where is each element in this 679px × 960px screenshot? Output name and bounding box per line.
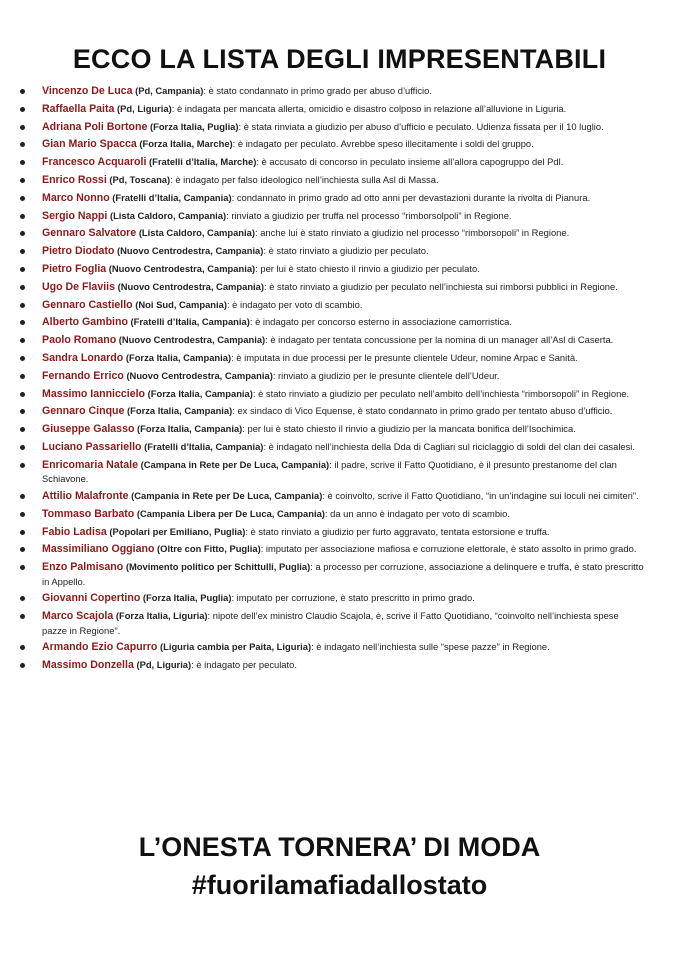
- person-name: Gian Mario Spacca: [42, 138, 137, 151]
- list-item: [20, 658, 645, 672]
- charge-description: : anche lui è stato rinviato a giudizio nel processo “rimborsopoli” in Regione.: [254, 227, 570, 239]
- person-name: Fabio Ladisa: [42, 525, 107, 538]
- person-name: Enricomaria Natale: [42, 458, 138, 471]
- party-region: (Pd, Toscana): [109, 173, 171, 185]
- party-region: (Campana in Rete per De Luca, Campania): [140, 458, 330, 470]
- party-region: (Nuovo Centrodestra, Campania): [117, 280, 264, 292]
- person-name: Pietro Diodato: [42, 245, 115, 258]
- person-name: Marco Scajola: [42, 610, 114, 623]
- list-item: [20, 84, 645, 98]
- person-name: Attilio Malafronte: [42, 489, 129, 502]
- party-region: (Nuovo Centrodestra, Campania): [108, 262, 256, 274]
- party-region: (Fratelli d’Italia, Marche): [149, 156, 257, 168]
- charge-description: : è indagato nell’inchiesta della Dda di Cagliari sul riciclaggio di soldi del clan dei casalesi.: [263, 440, 635, 452]
- footer-slogan: L’ONESTA TORNERA’ DI MODA: [138, 832, 541, 862]
- list-item: [20, 226, 645, 240]
- list-item: [20, 333, 645, 347]
- list-item: [20, 137, 645, 151]
- party-region: (Noi Sud, Campania): [135, 298, 227, 310]
- person-name: Sandra Lonardo: [42, 351, 124, 364]
- charge-description: : è indagato nell’inchiesta sulle “spese pazze” in Regione.: [311, 641, 550, 653]
- person-name: Paolo Romano: [42, 334, 117, 347]
- person-name: Giovanni Copertino: [42, 592, 141, 605]
- charge-description: : è accusato di concorso in peculato insieme all’allora capogruppo del Pdl.: [256, 156, 564, 168]
- list-item: [20, 404, 645, 418]
- person-name: Enrico Rossi: [42, 173, 107, 186]
- party-region: (Nuovo Centrodestra, Campania): [118, 334, 266, 346]
- person-name: Marco Nonno: [42, 191, 110, 204]
- person-name: Gennaro Salvatore: [42, 227, 137, 240]
- charge-description: : rinviato a giudizio per truffa nel processo “rimborsolpoli” in Regione.: [226, 209, 512, 221]
- charge-description: : è coinvolto, scrive il Fatto Quotidiano, “in un’indagine sui loculi nei cimiteri”.: [322, 489, 639, 501]
- person-name: Gennaro Castiello: [42, 298, 133, 311]
- charge-description: : per lui è stato chiesto il rinvio a giudizio per peculato.: [255, 262, 480, 274]
- party-region: (Nuovo Centrodestra, Campania): [117, 245, 264, 257]
- impresentabili-list: [20, 84, 645, 676]
- party-region: (Liguria cambia per Paita, Liguria): [159, 641, 312, 653]
- person-name: Raffaella Paita: [42, 102, 115, 115]
- charge-description: : è indagata per mancata allerta, omicidio e disastro colposo in relazione all’alluvione in Liguria.: [171, 102, 567, 114]
- list-item: [20, 262, 645, 276]
- charge-description: : è stato rinviato a giudizio per peculato nell’inchiesta sui rimborsi pubblici in Regione.: [263, 280, 618, 292]
- party-region: (Forza Italia, Campania): [125, 351, 232, 363]
- person-name: Pietro Foglia: [42, 262, 107, 275]
- party-region: (Forza Italia, Liguria): [115, 610, 208, 622]
- page-title: ECCO LA LISTA DEGLI IMPRESENTABILI: [72, 44, 607, 74]
- person-name: Luciano Passariello: [42, 440, 142, 453]
- charge-description: : per lui è stato chiesto il rinvio a giudizio per la mancata bonifica dell’Isochimica.: [242, 423, 576, 435]
- list-item: [20, 640, 645, 654]
- list-item: [20, 560, 645, 588]
- list-item: [20, 458, 645, 486]
- list-item: [20, 489, 645, 503]
- party-region: (Forza Italia, Puglia): [149, 120, 239, 132]
- party-region: (Pd, Campania): [135, 85, 204, 96]
- charge-description: : è stato condannato in primo grado per abuso d’ufficio.: [203, 85, 432, 96]
- list-item: [20, 387, 645, 401]
- charge-description: : ex sindaco di Vico Equense, è stato condannato in primo grado per tentato abuso d’ufficio.: [232, 405, 613, 417]
- list-item: [20, 191, 645, 205]
- charge-description: : nipote dell’ex ministro Claudio Scajola, è, scrive il Fatto Quotidiano, “coinvolto nell’inchiesta spese pazze in Regione”.: [42, 610, 619, 636]
- person-name: Fernando Errico: [42, 369, 124, 382]
- person-name: Massimo Donzella: [42, 659, 134, 672]
- charge-description: : rinviato a giudizio per le presunte clientele dell’Udeur.: [272, 369, 500, 381]
- party-region: (Nuovo Centrodestra, Campania): [126, 369, 273, 381]
- charge-description: : è stato rinviato a giudizio per furto aggravato, tentata estorsione e truffa.: [245, 525, 550, 537]
- person-name: Tommaso Barbato: [42, 507, 135, 520]
- list-item: [20, 298, 645, 312]
- party-region: (Forza Italia, Campania): [147, 387, 253, 399]
- party-region: (Pd, Liguria): [117, 102, 172, 114]
- person-name: Massimiliano Oggiano: [42, 543, 155, 556]
- list-item: [20, 507, 645, 521]
- person-name: Armando Ezio Capurro: [42, 641, 158, 654]
- charge-description: : è indagato per peculato. Avrebbe speso illecitamente i soldi del gruppo.: [232, 138, 534, 150]
- list-item: [20, 102, 645, 116]
- person-name: Adriana Poli Bortone: [42, 120, 148, 133]
- charge-description: : a processo per corruzione, associazione a delinquere e truffa, è stato prescritto in Appello.: [42, 561, 644, 587]
- list-item: [20, 244, 645, 258]
- list-item: [20, 609, 645, 637]
- person-name: Giuseppe Galasso: [42, 423, 135, 436]
- charge-description: : imputato per associazione mafiosa e corruzione elettorale, è stato assolto in primo grado.: [260, 543, 637, 555]
- charge-description: : il padre, scrive il Fatto Quotidiano, è il presunto prestanome del clan Schiavone.: [42, 458, 617, 485]
- list-item: [20, 542, 645, 556]
- person-name: Massimo Ianniccielo: [42, 387, 146, 400]
- person-name: Alberto Gambino: [42, 316, 128, 329]
- footer-hashtag: #fuorilamafiadallostato: [191, 870, 488, 900]
- charge-description: : è indagato per falso ideologico nell’inchiesta sulla Asl di Massa.: [170, 173, 439, 185]
- charge-description: : è stato rinviato a giudizio per peculato.: [263, 245, 429, 257]
- party-region: (Lista Caldoro, Campania): [109, 209, 227, 221]
- party-region: (Oltre con Fitto, Puglia): [157, 543, 261, 555]
- person-name: Francesco Acquaroli: [42, 156, 147, 169]
- party-region: (Forza Italia, Puglia): [142, 592, 232, 604]
- charge-description: : è indagato per peculato.: [191, 659, 297, 671]
- list-item: [20, 351, 645, 365]
- party-region: (Fratelli d’Italia, Campania): [130, 316, 250, 328]
- list-item: [20, 173, 645, 187]
- charge-description: : è indagato per voto di scambio.: [226, 298, 363, 310]
- person-name: Gennaro Cinque: [42, 405, 125, 418]
- party-region: (Forza Italia, Marche): [139, 138, 233, 150]
- party-region: (Pd, Liguria): [136, 659, 192, 671]
- list-item: [20, 209, 645, 223]
- charge-description: : è stata rinviata a giudizio per abuso d’ufficio e peculato. Udienza fissata per il 10 luglio.: [238, 120, 604, 132]
- party-region: (Popolari per Emiliano, Puglia): [109, 525, 246, 537]
- party-region: (Fratelli d’Italia, Campania): [144, 440, 264, 452]
- person-name: Vincenzo De Luca: [42, 85, 133, 97]
- list-item: [20, 591, 645, 605]
- party-region: (Campania in Rete per De Luca, Campania): [131, 489, 323, 501]
- list-item: [20, 155, 645, 169]
- party-region: (Fratelli d’Italia, Campania): [112, 191, 232, 203]
- list-item: [20, 422, 645, 436]
- charge-description: : imputato per corruzione, è stato prescritto in primo grado.: [231, 592, 475, 604]
- party-region: (Forza Italia, Campania): [127, 405, 233, 417]
- person-name: Sergio Nappi: [42, 209, 108, 222]
- charge-description: : è indagato per concorso esterno in associazione camorristica.: [249, 316, 512, 328]
- list-item: [20, 369, 645, 383]
- party-region: (Movimento politico per Schittulli, Puglia): [125, 561, 311, 573]
- person-name: Enzo Palmisano: [42, 561, 124, 574]
- party-region: (Forza Italia, Campania): [137, 423, 243, 435]
- charge-description: : è imputata in due processi per le presunte clientele Udeur, nomine Arpac e Sanità.: [231, 351, 578, 363]
- party-region: (Lista Caldoro, Campania): [138, 227, 255, 239]
- list-item: [20, 525, 645, 539]
- list-item: [20, 280, 645, 294]
- party-region: (Campania Libera per De Luca, Campania): [136, 507, 325, 519]
- list-item: [20, 315, 645, 329]
- charge-description: : condannato in primo grado ad otto anni per devastazioni durante la rivolta di Pianura.: [231, 191, 591, 203]
- charge-description: : è stato rinviato a giudizio per peculato nell’ambito dell’inchiesta “rimborsopoli” in Regione.: [252, 387, 630, 399]
- list-item: [20, 440, 645, 454]
- person-name: Ugo De Flaviis: [42, 280, 115, 293]
- charge-description: : da un anno è indagato per voto di scambio.: [324, 507, 510, 519]
- charge-description: : è indagato per tentata concussione per la nomina di un manager all’Asl di Caserta.: [265, 334, 614, 346]
- list-item: [20, 120, 645, 134]
